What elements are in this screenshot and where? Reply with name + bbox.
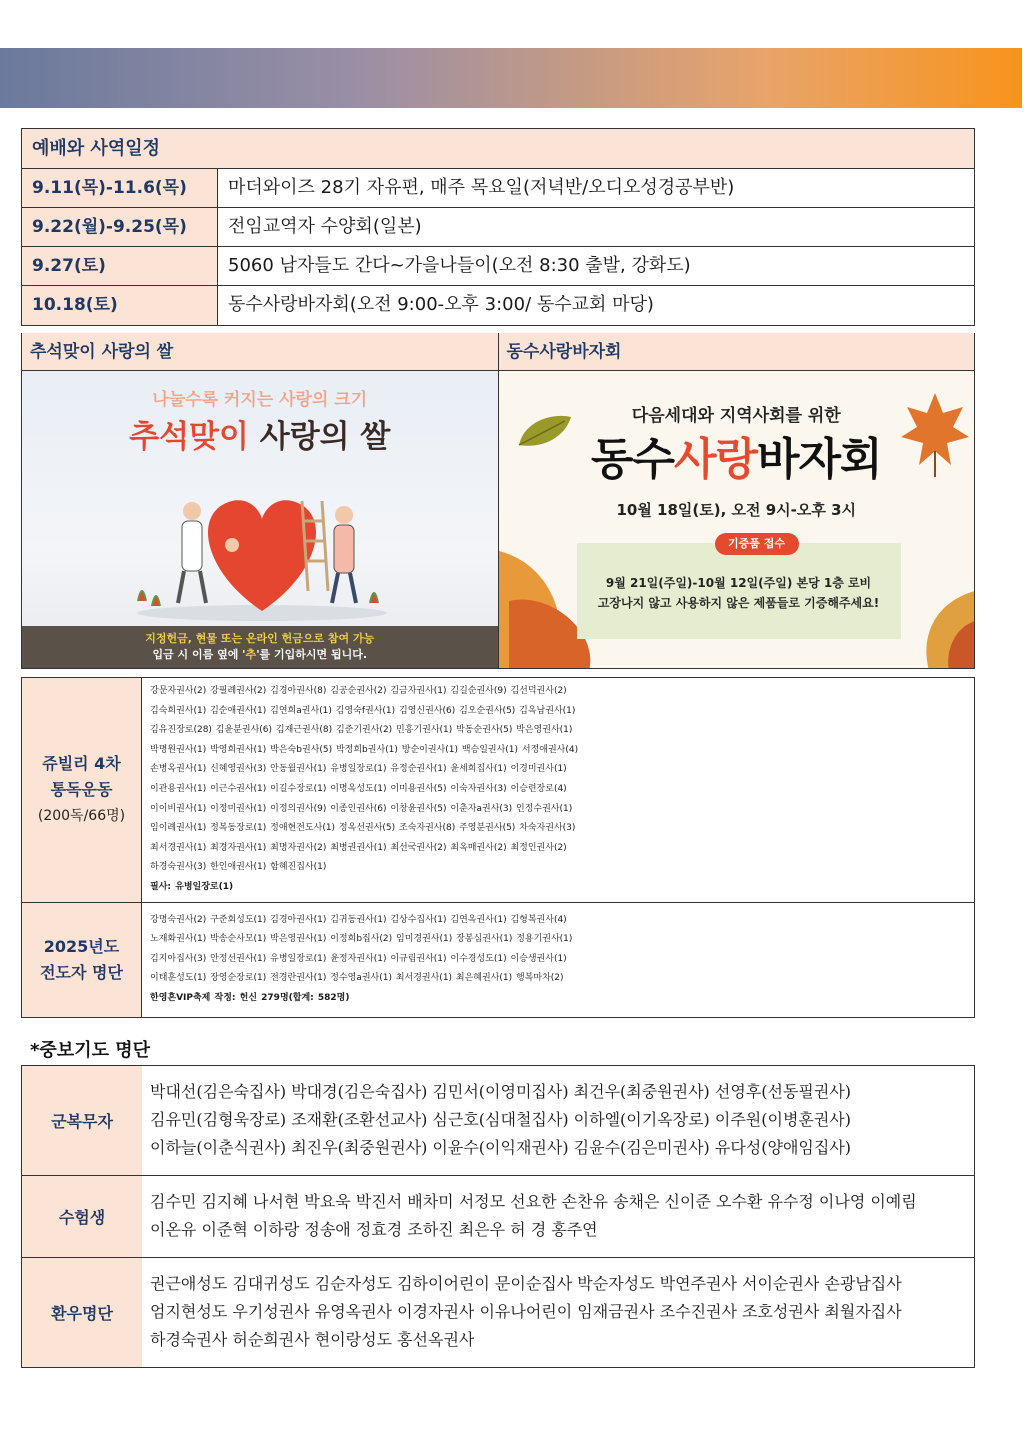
prayer-group-names: 권근애성도 김대귀성도 김순자성도 김하이어린이 문이순집사 박순자성도 박연주권사 서이순권사 손광남집사 엄지현성도 우기성권사 유영옥권사 이경자권사 이유나어린이 임재금권사 조수진권사 조호성권사 최월자집사 하경숙권사 허순희권사 현이랑성도 홍선옥권사	[150, 1274, 902, 1349]
bazaar-banner-date: 10월 18일(토), 오전 9시-오후 3시	[616, 501, 857, 519]
name-line: 이태훈성도(1) 장영순장로(1) 전경란권사(1) 정수영a권사(1) 최서경권사(1) 최은혜권사(1) 행복마차(2)	[150, 973, 564, 984]
prayer-group	[22, 1258, 974, 1367]
prayer-group-label: 환우명단	[22, 1258, 142, 1367]
name-line: 박명원권사(1) 박영희권사(1) 박은숙b권사(5) 박정희b권사(1) 방순이권사(1) 백승일권사(1) 서정애권사(4)	[150, 744, 579, 755]
name-line: 노재화권사(1) 박송순사모(1) 박은영권사(1) 이정희b집사(2) 임미경권사(1) 장봉심권사(1) 정용기권사(1)	[150, 934, 573, 945]
prayer-group-names: 김수민 김지혜 나서현 박요욱 박진서 배차미 서정모 선요한 손찬유 송채은 신이준 오수환 유수정 이나영 이예림 이온유 이준혁 이하랑 정송애 정효경 조하진 최은우 허 경 홍주연	[150, 1192, 917, 1239]
evangelist-names	[142, 903, 974, 1017]
jubilee-names	[142, 678, 974, 902]
schedule-desc: 동수사랑바자회(오전 9:00-오후 3:00/ 동수교회 마당)	[228, 294, 654, 315]
reading-evangelist-table	[21, 677, 975, 1018]
schedule-row	[22, 247, 974, 286]
bazaar-banner-header: 동수사랑바자회	[499, 333, 975, 370]
prayer-group-label: 수험생	[22, 1176, 142, 1257]
schedule-row	[22, 169, 974, 208]
name-line: 김지아집사(3) 안정선권사(1) 유병일장로(1) 윤정자권사(1) 이규림권사(1) 이수경성도(1) 이승생권사(1)	[150, 953, 567, 964]
bazaar-banner-image	[499, 371, 975, 668]
transcription-line: 필사: 유병일장로(1)	[150, 881, 234, 892]
header-gradient-band	[0, 48, 1022, 108]
schedule-date: 9.11(목)-11.6(목)	[22, 169, 218, 207]
prayer-table	[21, 1065, 975, 1368]
name-line: 임이례권사(1) 정복동장로(1) 정애현전도사(1) 정옥선권사(5) 조숙자권사(8) 주영분권사(5) 차숙자권사(3)	[150, 823, 576, 834]
name-line: 하경숙권사(3) 한인애권사(1) 함혜진집사(1)	[150, 862, 327, 873]
bazaar-donation-period: 9월 21일(주일)-10월 12일(주일) 본당 1층 로비	[605, 576, 872, 590]
evangelist-label: 2025년도 전도자 명단	[22, 903, 142, 1017]
schedule-desc: 5060 남자들도 간다~가을나들이(오전 8:30 출발, 강화도)	[228, 255, 691, 276]
vip-festival-summary: 한영혼VIP축제 작정: 헌신 279명(합계: 582명)	[150, 992, 350, 1003]
bazaar-banner-title: 동수사랑바자회	[590, 434, 882, 485]
schedule-row	[22, 208, 974, 247]
bazaar-banner-subtitle: 다음세대와 지역사회를 위한	[631, 406, 841, 426]
rice-title-accent: 추석맞이	[129, 419, 249, 455]
schedule-desc: 마더와이즈 28기 자유편, 매주 목요일(저녁반/오디오성경공부반)	[228, 177, 735, 198]
banner-headers	[22, 333, 974, 371]
rice-banner-image	[22, 371, 499, 668]
prayer-group	[22, 1066, 974, 1176]
schedule-table	[21, 128, 975, 326]
schedule-date: 10.18(토)	[22, 286, 218, 325]
name-line: 손병옥권사(1) 신혜영권사(3) 안동월권사(1) 유병일장로(1) 유정순권사(1) 윤세희집사(1) 이경미권사(1)	[150, 764, 567, 775]
schedule-title: 예배와 사역일정	[22, 129, 974, 169]
family-heart-illustration	[132, 471, 392, 621]
schedule-row	[22, 286, 974, 325]
jubilee-row	[22, 678, 974, 903]
name-line: 강문자권사(2) 강필례권사(2) 김경아권사(8) 김공순권사(2) 김금자권사(1) 김길순권사(9) 김선덕권사(2)	[150, 686, 567, 696]
schedule-date: 9.27(토)	[22, 247, 218, 285]
name-line: 이관용권사(1) 이근수권사(1) 이길수장로(1) 이명옥성도(1) 이미용권사(5) 이숙자권사(3) 이승련장로(4)	[150, 783, 567, 794]
schedule-date: 9.22(월)-9.25(목)	[22, 208, 218, 246]
prayer-group-names: 박대선(김은숙집사) 박대경(김은숙집사) 김민서(이영미집사) 최건우(최중원권사) 선영후(선동필권사) 김유민(김형욱장로) 조재환(조환선교사) 심근호(심대철집사) 이하엘(이기옥장로) 이주원(이병훈권사) 이하늘(이춘식권사) 최진우(최중원권사) 이윤수(이익재권사) 김윤수(김은미권사) 유다성(양애임집사)	[150, 1082, 852, 1157]
rice-banner-notice	[22, 626, 498, 668]
donation-badge: 기증품 접수	[715, 533, 799, 555]
schedule-desc: 전임교역자 수양회(일본)	[228, 216, 422, 237]
rice-notice-line2: 입금 시 이름 옆에 '추'를 기입하시면 됩니다.	[152, 648, 368, 661]
rice-title-rest: 사랑의 쌀	[248, 419, 391, 455]
name-line: 최서경권사(1) 최경자권사(1) 최명자권사(2) 최병권권사(1) 최선국권사(2) 최옥매권사(2) 최정인권사(2)	[150, 842, 567, 853]
jubilee-label: 쥬빌리 4차 통독운동 (200독/66명)	[22, 678, 142, 902]
bazaar-donation-note: 고장나지 않고 사용하지 않은 제품들로 기증해주세요!	[597, 596, 880, 610]
prayer-group	[22, 1176, 974, 1258]
rice-banner-title	[22, 411, 498, 456]
rice-notice-line1: 지정헌금, 현물 또는 온라인 헌금으로 참여 가능	[145, 632, 375, 645]
prayer-group-label: 군복무자	[22, 1066, 142, 1175]
evangelist-row	[22, 903, 974, 1017]
prayer-list-title: *중보기도 명단	[30, 1040, 151, 1061]
name-line: 김유진장로(28) 김윤분권사(6) 김재근권사(8) 김준기권사(2) 민흥기권사(1) 박동순권사(5) 박은영권사(1)	[150, 725, 573, 736]
name-line: 이이비권사(1) 이정미권사(1) 이정의권사(9) 이종인권사(6) 이창윤권사(5) 이춘자a권사(3) 인정수권사(1)	[150, 803, 573, 814]
name-line: 김숙희권사(1) 김순애권사(1) 김연희a권사(1) 김영숙f권사(1) 김영신권사(6) 김오순권사(5) 김옥남권사(1)	[150, 705, 576, 716]
banner-section	[21, 333, 975, 669]
name-line: 강명숙권사(2) 구준회성도(1) 김경아권사(1) 김귀동권사(1) 김상수집사(1) 김연옥권사(1) 김형복권사(4)	[150, 914, 567, 925]
rice-banner-subtitle: 나눌수록 커지는 사랑의 크기	[152, 390, 368, 410]
rice-banner-header: 추석맞이 사랑의 쌀	[22, 333, 499, 370]
bazaar-donation-box	[577, 543, 901, 639]
